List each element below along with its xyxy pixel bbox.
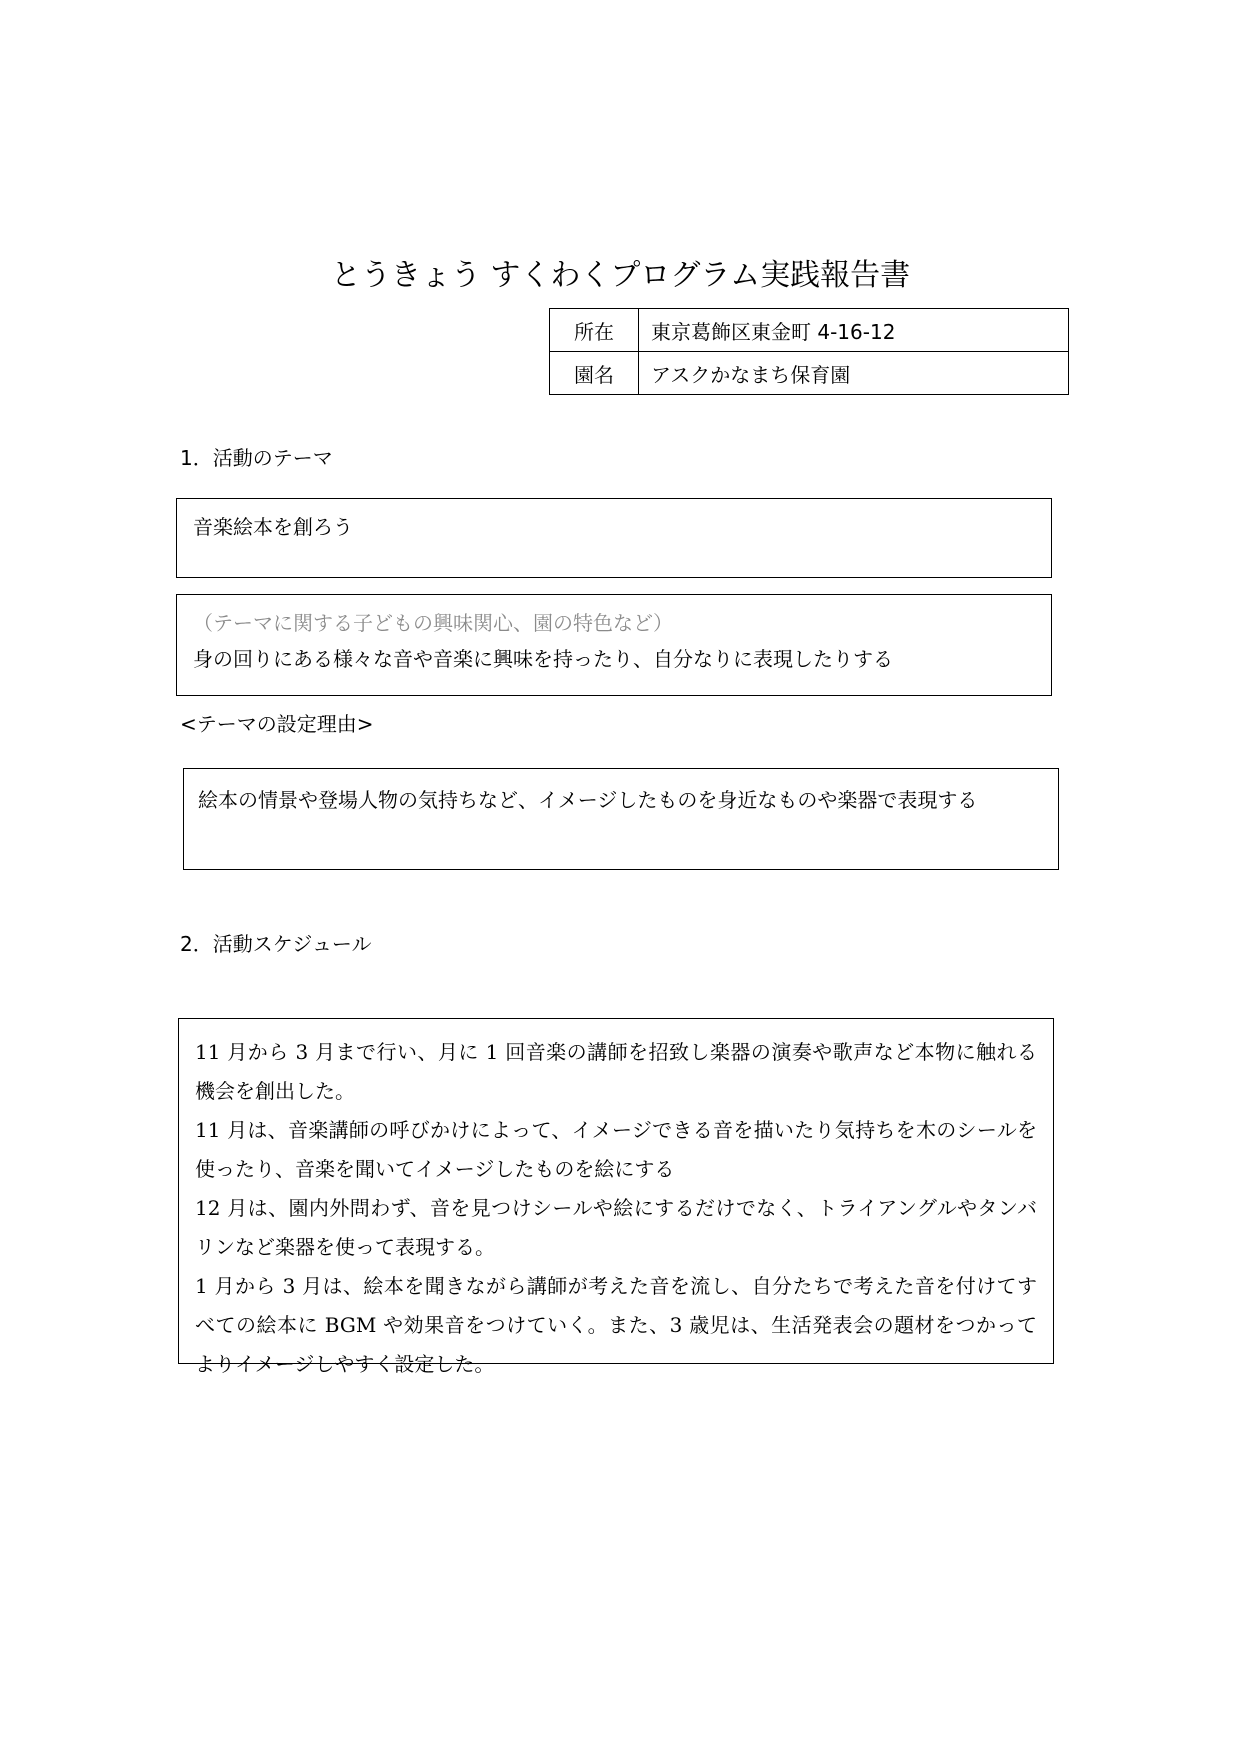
schedule-paragraph: 11 月は、音楽講師の呼びかけによって、イメージできる音を描いたり気持ちを木のシールを使ったり、音楽を聞いてイメージしたものを絵にする <box>195 1118 1037 1181</box>
reason-box <box>183 768 1059 870</box>
section2-heading: 2．活動スケジュール <box>180 932 372 956</box>
location-value: 東京葛飾区東金町 4-16-12 <box>639 309 1069 352</box>
location-label: 所在 <box>550 309 639 352</box>
name-value: アスクかなまち保育園 <box>639 352 1069 395</box>
schedule-paragraph: 1 月から 3 月は、絵本を聞きながら講師が考えた音を流し、自分たちで考えた音を付けてすべての絵本に BGM や効果音をつけていく。また、3 歳児は、生活発表会の題材をつかってよりイメージしやすく設定した。 <box>195 1274 1037 1376</box>
schedule-paragraph: 12 月は、園内外問わず、音を見つけシールや絵にするだけでなく、トライアングルやタンバリンなど楽器を使って表現する。 <box>195 1196 1037 1259</box>
page-title: とうきょう すくわくプログラム実践報告書 <box>330 258 911 293</box>
name-row <box>550 352 1069 395</box>
schedule-box <box>178 1018 1054 1376</box>
reason-heading: <テーマの設定理由> <box>180 712 374 736</box>
interest-label: （テーマに関する子どもの興味関心、園の特色など） <box>193 611 673 635</box>
interest-box <box>176 594 1052 696</box>
interest-text: 身の回りにある様々な音や音楽に興味を持ったり、自分なりに表現したりする <box>193 647 893 671</box>
theme-text: 音楽絵本を創ろう <box>193 515 353 539</box>
facility-info-table <box>549 308 1069 395</box>
location-row <box>550 309 1069 352</box>
reason-text: 絵本の情景や登場人物の気持ちなど、イメージしたものを身近なものや楽器で表現する <box>198 788 978 812</box>
name-label: 園名 <box>550 352 639 395</box>
schedule-paragraph: 11 月から 3 月まで行い、月に 1 回音楽の講師を招致し楽器の演奏や歌声など本物に触れる機会を創出した。 <box>195 1040 1037 1103</box>
theme-box <box>176 498 1052 578</box>
section1-heading: 1．活動のテーマ <box>180 446 333 470</box>
